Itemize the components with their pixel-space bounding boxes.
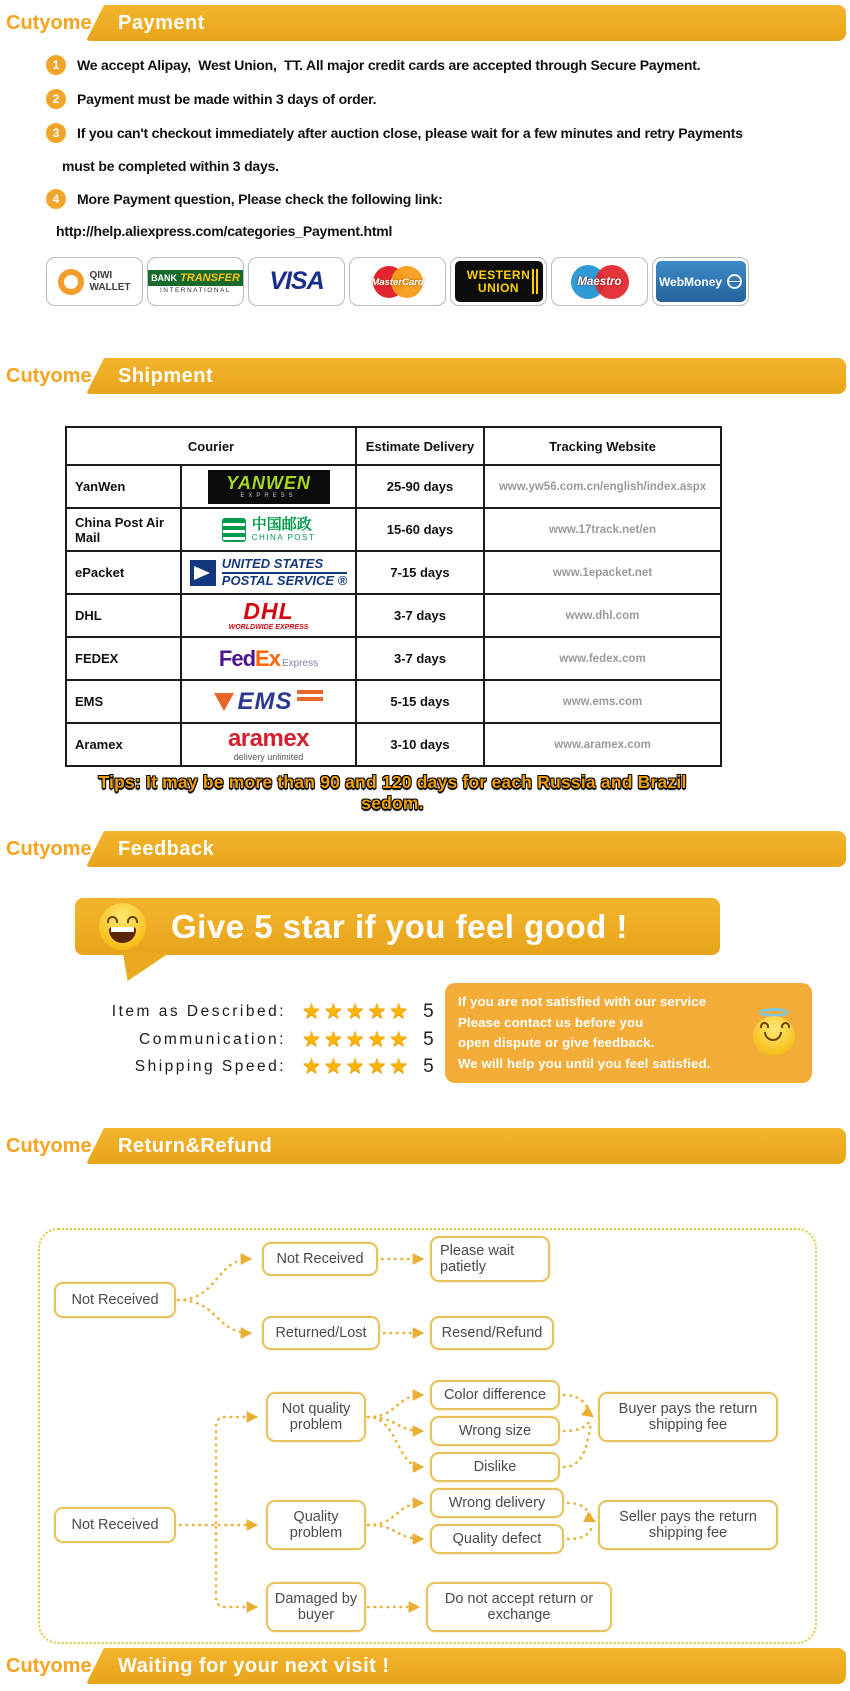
rating-label: Communication: [139,1030,286,1048]
maestro-card [551,257,648,306]
payment-item-3-text: If you can't checkout immediately after auction close, please wait for a few minutes and retry Payments [77,125,743,141]
payment-methods-row [46,257,749,306]
western-union-logo-icon: WESTERN UNION [455,261,543,302]
table-header-row [66,427,721,465]
flow-node-not-quality-problem: Not quality problem [266,1392,366,1442]
shipment-tips: Tips: It may be more than 90 and 120 days for each Russia and Brazil sedom. [98,772,687,813]
flow-node-color-difference: Color difference [430,1380,560,1410]
flow-node-buyer-pays: Buyer pays the return shipping fee [598,1392,778,1442]
flow-node-not-received-1: Not Received [54,1282,176,1318]
flow-node-damaged-by-buyer: Damaged by buyer [266,1582,366,1632]
col-header-courier: Courier [66,427,356,465]
payment-item-3-continued: must be completed within 3 days. [62,158,279,174]
star-rating-icons: ★★★★★ [302,1055,412,1078]
section-header-footer [0,1648,850,1686]
maestro-logo-icon: Maestro [567,262,633,302]
rating-label: Shipping Speed: [134,1057,286,1075]
payment-item-2 [46,89,376,109]
section-title-feedback: Feedback [118,838,215,860]
flow-node-resend-refund: Resend/Refund [430,1316,554,1350]
step-1-badge: 1 [46,55,66,75]
rating-score: 5 [423,1000,434,1022]
visa-card [248,257,345,306]
bank-transfer-logo-icon: BANK TRANSFER [147,270,244,286]
star-rating-icons: ★★★★★ [302,1028,412,1051]
rating-row-shipping [68,1053,434,1080]
webmoney-card [652,257,749,306]
flow-node-quality-defect: Quality defect [430,1524,564,1554]
flow-node-dislike: Dislike [430,1452,560,1482]
notice-line: Please contact us before you [458,1014,644,1030]
step-4-badge: 4 [46,189,66,209]
payment-item-1-text: We accept Alipay, West Union, TT. All major credit cards are accepted through Secure Payment. [77,57,701,73]
flow-node-not-received-2: Not Received [54,1507,176,1543]
rating-score: 5 [423,1028,434,1050]
flow-node-seller-pays: Seller pays the return shipping fee [598,1500,778,1550]
rating-row-described [68,998,434,1025]
mastercard-card [349,257,446,306]
section-header-shipment [0,358,850,396]
payment-item-4 [46,189,443,209]
rating-score: 5 [423,1055,434,1077]
section-header-payment [0,5,850,43]
qiwi-logo-icon [58,269,84,295]
footer-title: Waiting for your next visit ! [118,1655,390,1677]
grinning-emoji-icon [99,903,146,950]
flow-node-wrong-delivery: Wrong delivery [430,1488,564,1518]
rating-label: Item as Described: [111,1002,286,1020]
step-2-badge: 2 [46,89,66,109]
brand-label: Cutyome [6,1655,92,1677]
yanwen-logo-icon: YANWEN EXPRESS [208,470,330,504]
five-star-banner [75,898,720,955]
notice-line: If you are not satisfied with our service [458,994,707,1009]
col-header-tracking: Tracking Website [484,427,721,465]
brand-label: Cutyome [6,365,92,387]
section-title-shipment: Shipment [118,365,214,387]
flow-node-not-received-branch: Not Received [262,1242,378,1276]
payment-item-3 [46,123,743,143]
fedex-logo-icon: Fed Ex Express [218,645,319,671]
flow-node-wrong-size: Wrong size [430,1416,560,1446]
notice-line: We will help you until you feel satisfied. [458,1055,711,1071]
table-row-aramex: Aramex aramex delivery unlimited 3-10 days www.aramex.com [66,723,721,766]
brand-label: Cutyome [6,838,92,860]
payment-item-4-text: More Payment question, Please check the following link: [77,191,443,207]
mastercard-logo-icon: MasterCard [367,262,429,302]
table-row-fedex: FEDEX Fed Ex Express 3-7 days www.fedex.com [66,637,721,680]
section-title-returns: Return&Refund [118,1135,273,1157]
section-header-feedback [0,831,850,869]
angel-emoji-icon [752,1010,798,1056]
section-header-returns [0,1128,850,1166]
step-3-badge: 3 [46,123,66,143]
aramex-logo-icon: aramex delivery unlimited [227,725,310,762]
table-row-dhl: DHL DHL WORLDWIDE EXPRESS 3-7 days www.dhl.com [66,594,721,637]
payment-item-1 [46,55,700,75]
return-refund-flowchart [38,1228,817,1644]
star-rating-icons: ★★★★★ [302,1000,412,1023]
flow-node-no-return-exchange: Do not accept return or exchange [426,1582,612,1632]
banner-tail [123,953,169,981]
flow-node-quality-problem: Quality problem [266,1500,366,1550]
table-row-epacket: ePacket UNITED STATES POSTAL SERVICE ® 7-15 days www.1epacket.net [66,551,721,594]
rating-row-communication [68,1026,434,1053]
brand-label: Cutyome [6,12,92,34]
western-union-card [450,257,547,306]
flow-node-returned-lost: Returned/Lost [262,1316,380,1350]
satisfaction-notice-box [445,983,812,1083]
payment-help-link: http://help.aliexpress.com/categories_Payment.html [56,223,393,239]
shipment-table [65,426,722,767]
table-row-ems: EMS EMS 5-15 days www.ems.com [66,680,721,723]
bank-transfer-card [147,257,244,306]
dhl-logo-icon: DHL WORLDWIDE EXPRESS [228,598,309,631]
globe-icon [727,274,742,289]
visa-logo: VISA [269,267,324,295]
ems-logo-icon: EMS [182,688,355,716]
qiwi-wallet-card [46,257,143,306]
china-post-logo-icon: 中国邮政 CHINA POST [182,517,355,542]
table-row-yanwen: YanWen YANWEN EXPRESS 25-90 days www.yw56.com.cn/english/index.aspx [66,465,721,508]
webmoney-logo-icon: WebMoney [656,261,746,302]
table-row-chinapost: China Post Air Mail 中国邮政 CHINA POST 15-60 days www.17track.net/en [66,508,721,551]
flow-node-please-wait: Please wait patietly [430,1236,550,1282]
col-header-delivery: Estimate Delivery [356,427,484,465]
payment-item-2-text: Payment must be made within 3 days of order. [77,91,377,107]
notice-line: open dispute or give feedback. [458,1035,655,1050]
five-star-banner-text: Give 5 star if you feel good ! [171,907,628,945]
qiwi-label: QIWI WALLET [89,270,131,293]
brand-label: Cutyome [6,1135,92,1157]
usps-logo-icon: UNITED STATES POSTAL SERVICE ® [182,557,355,589]
section-title-payment: Payment [118,12,205,34]
bank-transfer-sublabel: INTERNATIONAL [159,286,232,294]
